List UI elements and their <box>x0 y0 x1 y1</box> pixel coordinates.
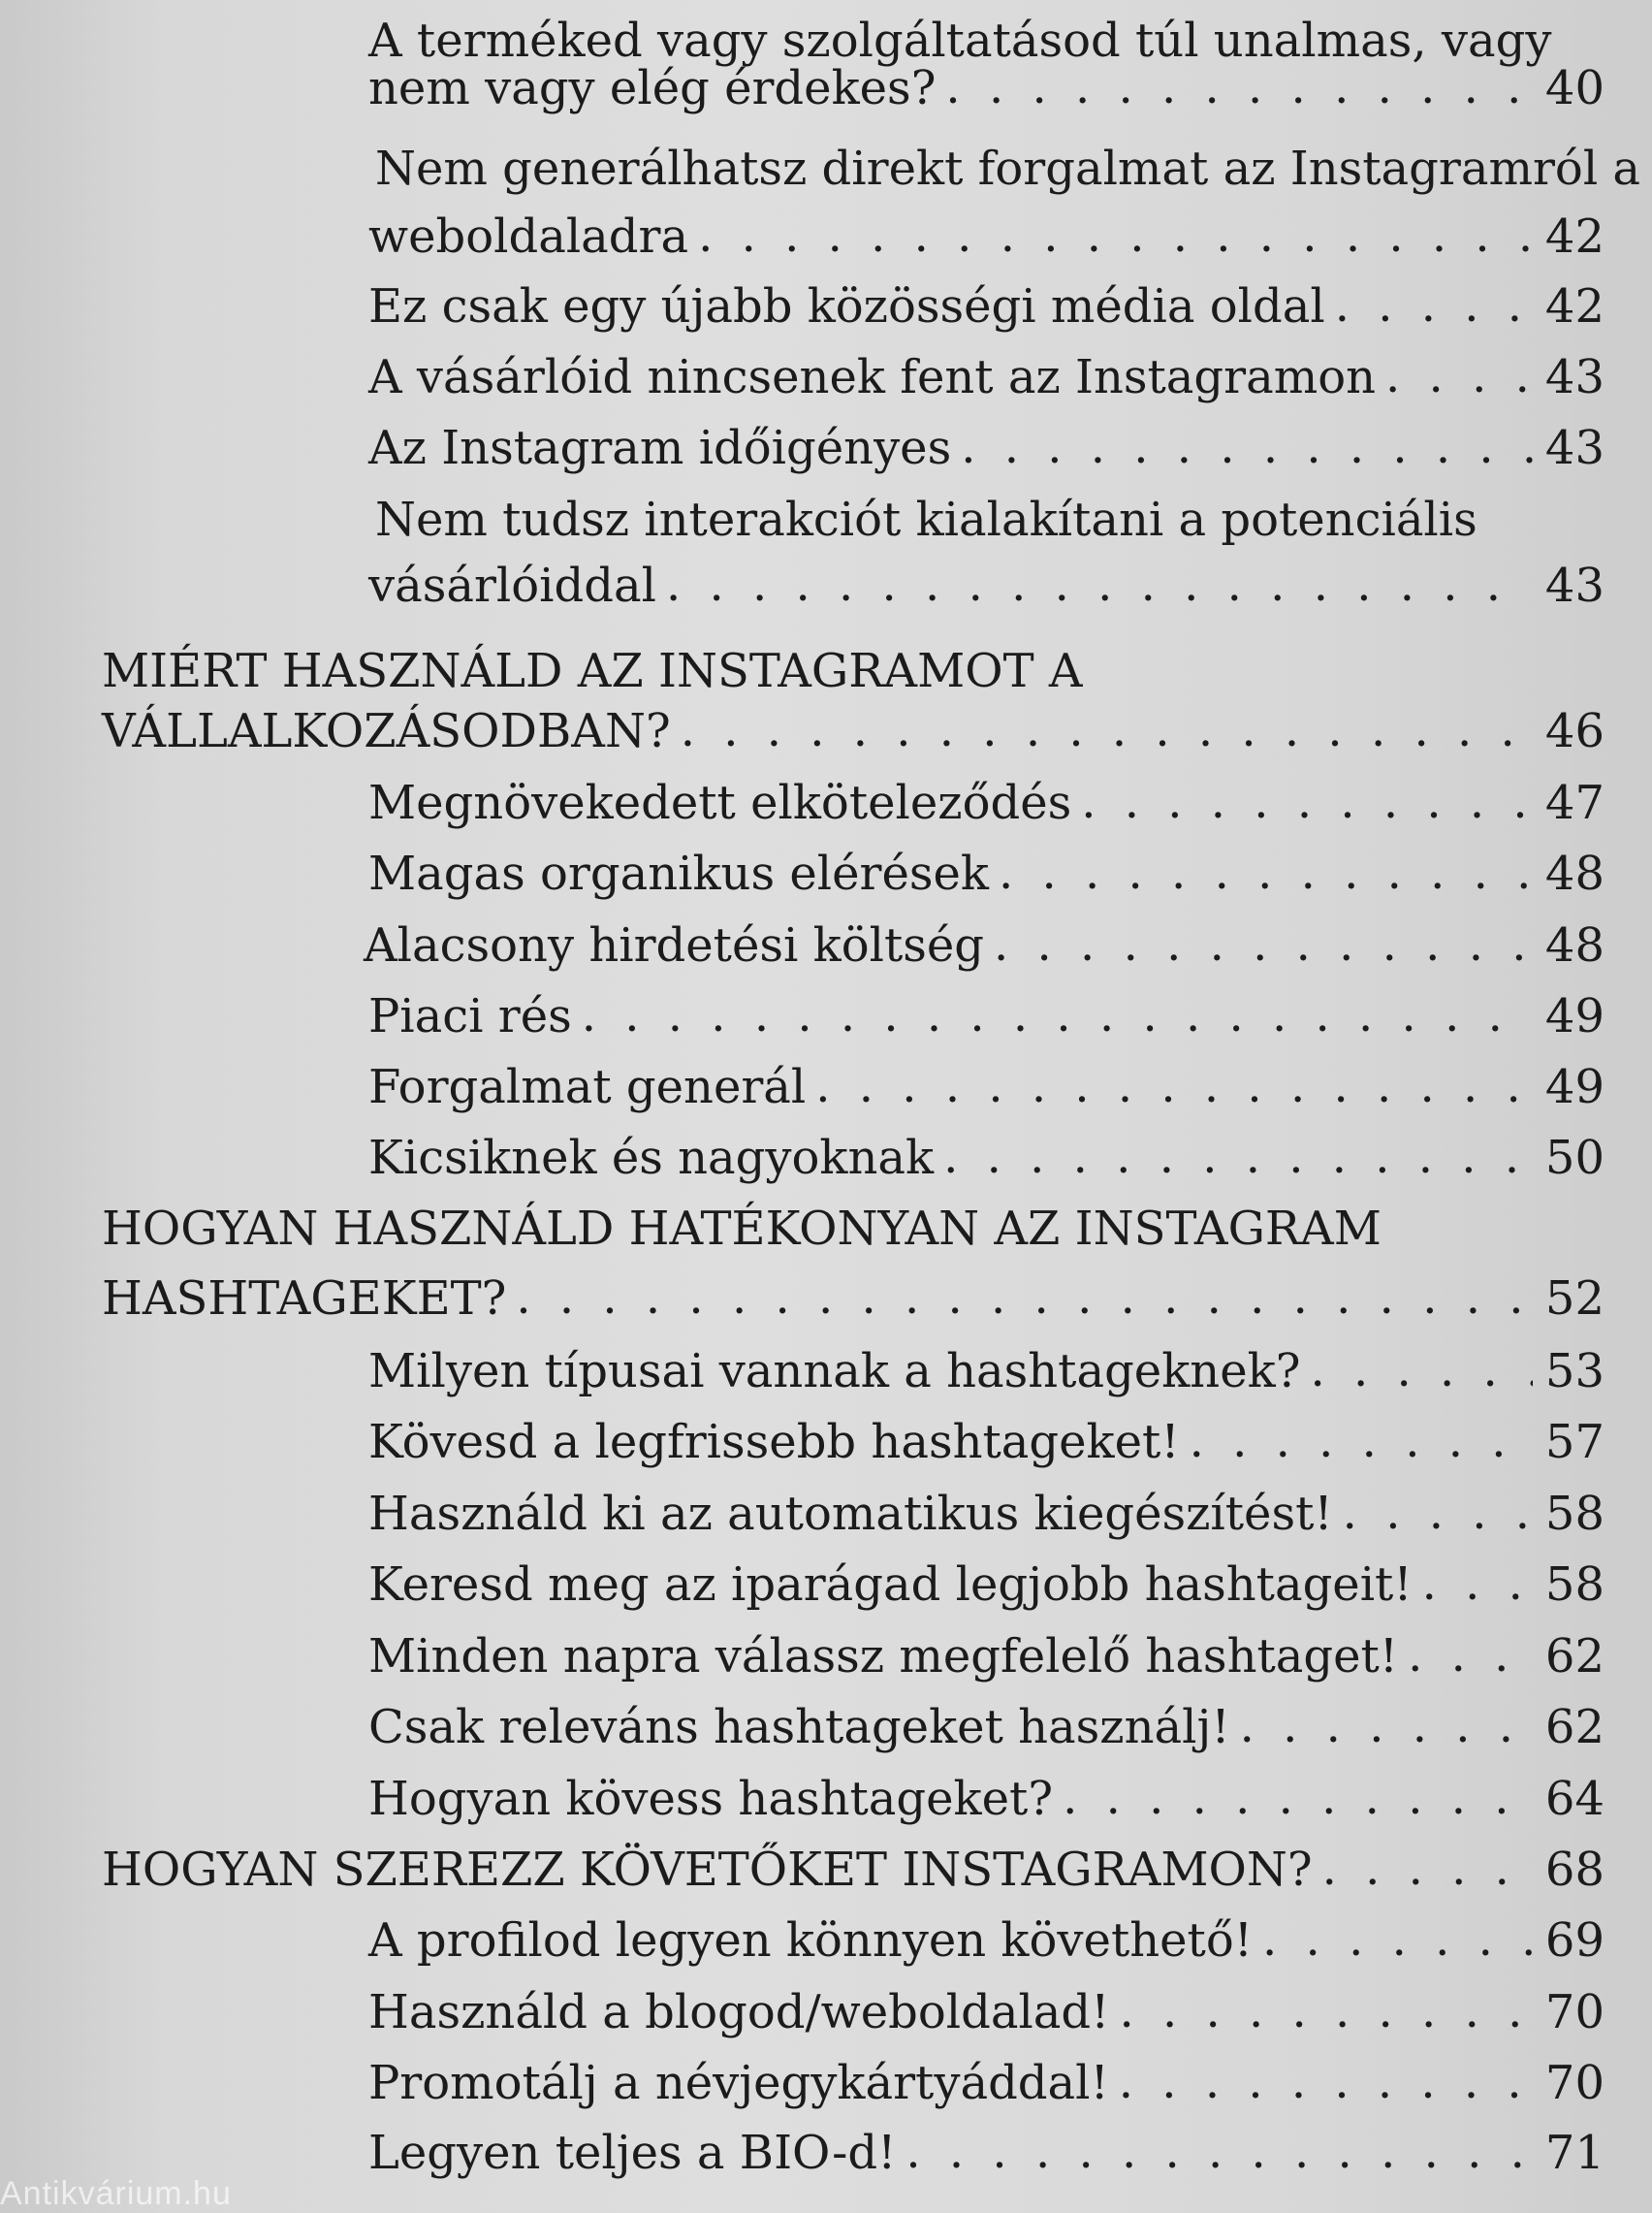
toc-item <box>368 209 1604 264</box>
toc-item-text: Piaci rés <box>368 989 572 1043</box>
toc-section-text: HASHTAGEKET? <box>102 1271 507 1326</box>
toc-page-number: 58 <box>1544 1557 1604 1612</box>
toc-page-number: 68 <box>1544 1843 1604 1897</box>
toc-page-number: 70 <box>1544 2056 1604 2110</box>
toc-page-number: 62 <box>1544 1629 1604 1684</box>
toc-page-number: 58 <box>1544 1487 1604 1541</box>
toc-item-continuation <box>375 493 1477 547</box>
dot-leader <box>1310 1347 1533 1394</box>
toc-page-number: 70 <box>1544 1985 1604 2039</box>
toc-item <box>368 1060 1604 1114</box>
dot-leader <box>994 921 1533 968</box>
dot-leader <box>1240 1703 1533 1749</box>
toc-item-text: Nem tudsz interakciót kialakítani a potenciális <box>375 493 1477 547</box>
toc-item-text: Forgalmat generál <box>368 1060 807 1114</box>
toc-section-text: HOGYAN HASZNÁLD HATÉKONYAN AZ INSTAGRAM <box>102 1202 1382 1256</box>
toc-item <box>368 279 1604 334</box>
site-watermark: Antikvárium.hu <box>0 2175 232 2212</box>
toc-section <box>102 1271 1604 1326</box>
toc-page-number: 50 <box>1544 1131 1604 1185</box>
toc-section-text: VÁLLALKOZÁSODBAN? <box>102 704 671 758</box>
toc-item <box>368 421 1604 475</box>
dot-leader <box>666 561 1533 608</box>
toc-item-text: Kicsiknek és nagyoknak <box>368 1131 935 1185</box>
dot-leader <box>1408 1632 1533 1679</box>
toc-section-heading <box>102 1202 1382 1256</box>
dot-leader <box>1422 1560 1533 1607</box>
dot-leader <box>681 707 1533 754</box>
dot-leader <box>905 2129 1533 2175</box>
dot-leader <box>1063 1775 1533 1821</box>
toc-item <box>368 847 1604 901</box>
toc-page-number: 48 <box>1544 847 1604 901</box>
dot-leader <box>1335 282 1533 329</box>
toc-item <box>368 1131 1604 1185</box>
toc-item-text: Csak releváns hashtageket használj! <box>368 1700 1230 1754</box>
toc-page-number: 43 <box>1544 421 1604 475</box>
toc-item-text: Legyen teljes a BIO-d! <box>368 2126 897 2180</box>
toc-page-number: 64 <box>1544 1772 1604 1826</box>
toc-page-number: 62 <box>1544 1700 1604 1754</box>
toc-item <box>368 350 1604 404</box>
toc-section-heading <box>102 644 1083 698</box>
toc-item <box>368 1415 1604 1469</box>
toc-item-text: vásárlóiddal <box>368 559 656 613</box>
toc-item <box>368 1985 1604 2039</box>
dot-leader <box>943 1134 1533 1180</box>
dot-leader <box>1119 1988 1533 2035</box>
toc-item <box>368 1700 1604 1754</box>
dot-leader <box>698 212 1533 259</box>
toc-item-text: Kövesd a legfrissebb hashtageket! <box>368 1415 1180 1469</box>
toc-section <box>102 1843 1604 1897</box>
toc-item-text: Magas organikus elérések <box>368 847 989 901</box>
toc-item-text: A vásárlóid nincsenek fent az Instagramon <box>368 350 1377 404</box>
toc-item-text: Használd ki az automatikus kiegészítést! <box>368 1487 1333 1541</box>
toc-section-text: MIÉRT HASZNÁLD AZ INSTAGRAMOT A <box>102 644 1083 698</box>
toc-item-text: nem vagy elég érdekes? <box>368 61 937 115</box>
toc-page-number: 46 <box>1544 704 1604 758</box>
toc-page-number: 42 <box>1544 279 1604 334</box>
toc-item <box>368 776 1604 830</box>
dot-leader <box>999 850 1533 896</box>
toc-section-text: HOGYAN SZEREZZ KÖVETŐKET INSTAGRAMON? <box>102 1843 1313 1897</box>
toc-item-text: Nem generálhatsz direkt forgalmat az Instagramról a <box>375 142 1641 196</box>
toc-item <box>364 918 1604 973</box>
toc-item-text: Használd a blogod/weboldalad! <box>368 1985 1110 2039</box>
toc-item-text: Hogyan kövess hashtageket? <box>368 1772 1054 1826</box>
toc-item <box>368 1344 1604 1398</box>
toc-item-text: Az Instagram időigényes <box>368 421 952 475</box>
toc-item <box>368 61 1604 115</box>
dot-leader <box>1262 1916 1533 1963</box>
dot-leader <box>1343 1490 1533 1536</box>
toc-item <box>368 1487 1604 1541</box>
dot-leader <box>1190 1418 1533 1464</box>
toc-page-number: 43 <box>1544 559 1604 613</box>
toc-item-text: Keresd meg az iparágad legjobb hashtageit! <box>368 1557 1413 1612</box>
dot-leader <box>1119 2059 1533 2105</box>
dot-leader <box>582 992 1533 1039</box>
toc-page-number: 49 <box>1544 989 1604 1043</box>
toc-item <box>368 1629 1604 1684</box>
toc-item <box>368 1772 1604 1826</box>
toc-item-text: A profilod legyen könnyen követhető! <box>368 1913 1254 1968</box>
toc-item-continuation <box>368 14 1552 68</box>
toc-item <box>368 1557 1604 1612</box>
toc-item-text: Ez csak egy újabb közösségi média oldal <box>368 279 1325 334</box>
toc-page-number: 43 <box>1544 350 1604 404</box>
toc-section <box>102 704 1604 758</box>
toc-item-text: Megnövekedett elköteleződés <box>368 776 1072 830</box>
dot-leader <box>961 424 1533 470</box>
toc-item-text: Milyen típusai vannak a hashtageknek? <box>368 1344 1301 1398</box>
toc-page-number: 71 <box>1544 2126 1604 2180</box>
toc-page-number: 49 <box>1544 1060 1604 1114</box>
toc-page-number: 40 <box>1544 61 1604 115</box>
dot-leader <box>815 1063 1533 1109</box>
toc-item-text: weboldaladra <box>368 209 689 264</box>
toc-item-text: A terméked vagy szolgáltatásod túl unalmas, vagy <box>368 14 1552 68</box>
toc-page-number: 48 <box>1544 918 1604 973</box>
dot-leader <box>1385 353 1533 400</box>
toc-item <box>368 989 1604 1043</box>
toc-item <box>368 559 1604 613</box>
toc-page-number: 47 <box>1544 776 1604 830</box>
dot-leader <box>1081 779 1533 825</box>
dot-leader <box>945 64 1533 111</box>
toc-page-number: 69 <box>1544 1913 1604 1968</box>
toc-item <box>368 2056 1604 2110</box>
toc-item <box>368 2126 1604 2180</box>
toc-page-number: 42 <box>1544 209 1604 264</box>
toc-item-continuation <box>375 142 1641 196</box>
dot-leader <box>516 1274 1533 1321</box>
dot-leader <box>1322 1845 1533 1892</box>
toc-page-number: 52 <box>1544 1271 1604 1326</box>
toc-item <box>368 1913 1604 1968</box>
toc-page-number: 57 <box>1544 1415 1604 1469</box>
toc-item-text: Promotálj a névjegykártyáddal! <box>368 2056 1109 2110</box>
toc-item-text: Minden napra válassz megfelelő hashtaget! <box>368 1629 1399 1684</box>
toc-item-text: Alacsony hirdetési költség <box>364 918 985 973</box>
toc-page-number: 53 <box>1544 1344 1604 1398</box>
